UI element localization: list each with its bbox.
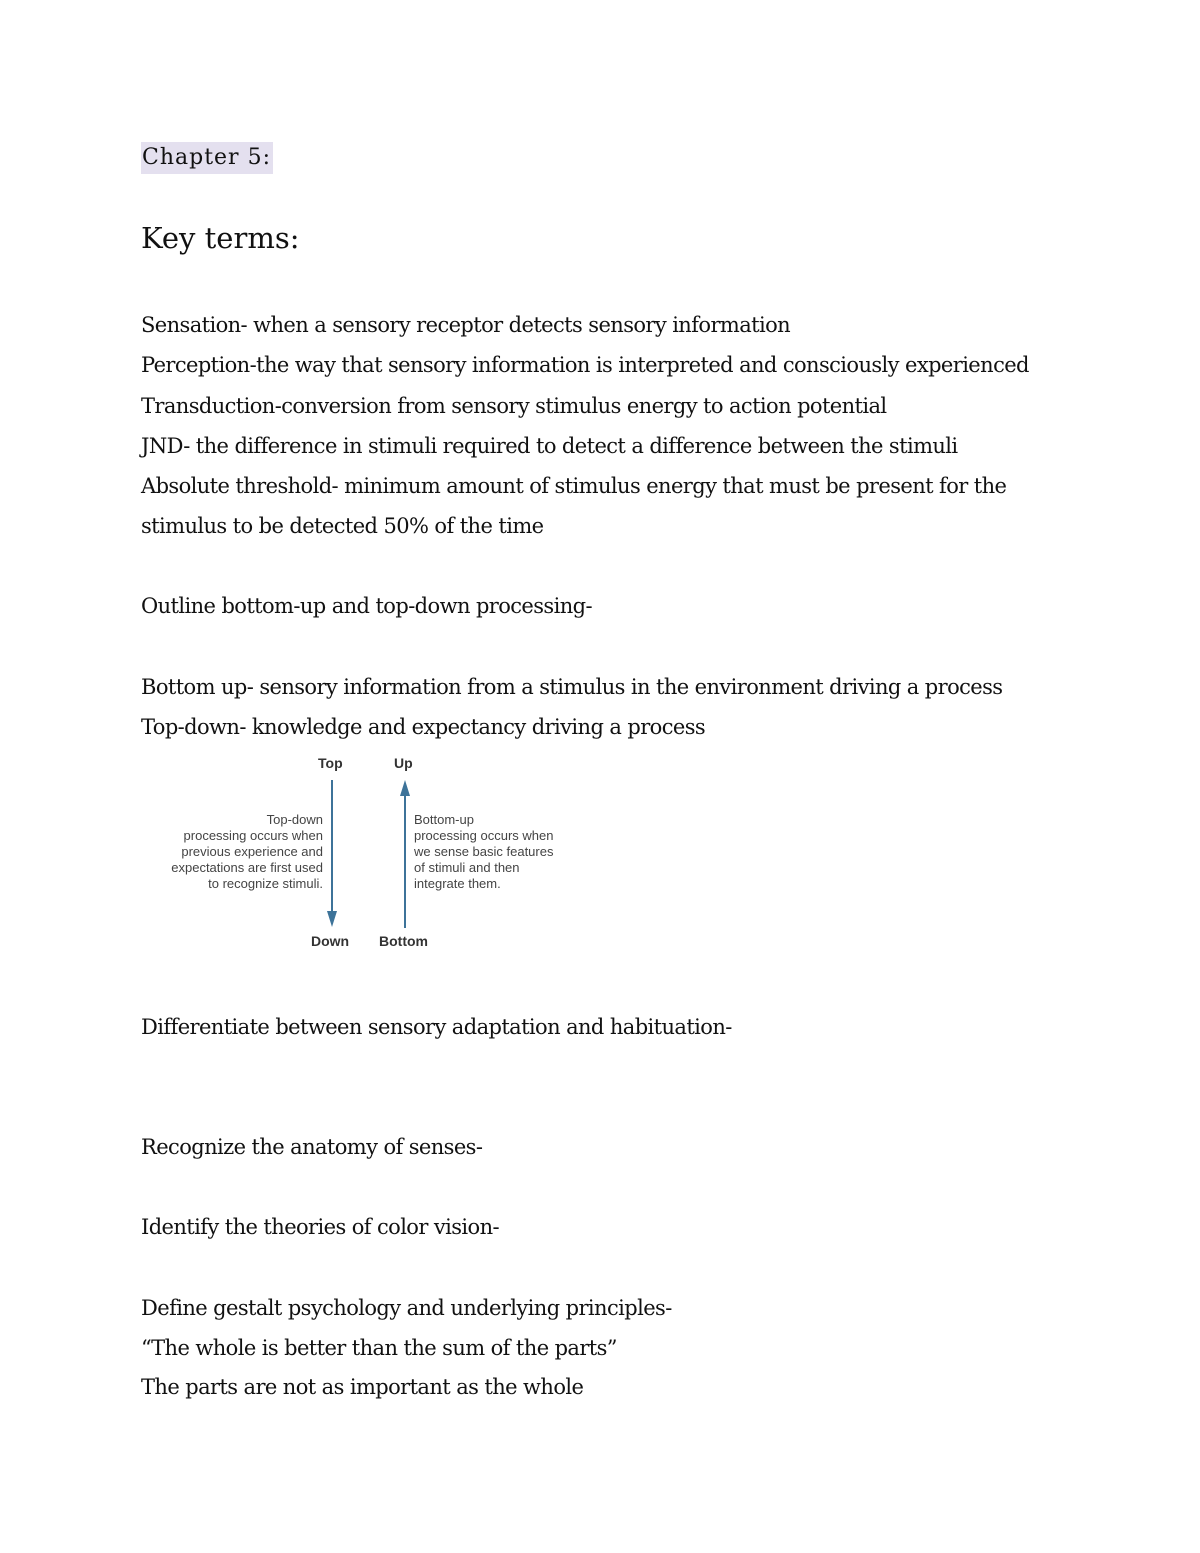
- top-down-text-line: expectations are first used: [171, 860, 323, 875]
- top-down-definition: Top-down- knowledge and expectancy driving a process: [141, 715, 706, 739]
- top-down-text-line: processing occurs when: [183, 828, 323, 843]
- top-down-text-line: Top-down: [266, 812, 323, 827]
- gestalt-quote: “The whole is better than the sum of the parts”: [141, 1336, 617, 1360]
- bottom-up-text-line: processing occurs when: [414, 828, 554, 843]
- label-top: Top: [318, 755, 343, 771]
- bottom-up-text-line: Bottom-up: [414, 812, 474, 827]
- label-bottom: Bottom: [379, 933, 428, 949]
- bottom-up-text-line: integrate them.: [414, 876, 501, 891]
- term-perception: Perception-the way that sensory information is interpreted and consciously experienced: [141, 353, 1029, 377]
- key-terms-heading: Key terms:: [141, 221, 300, 255]
- term-absolute-threshold: Absolute threshold- minimum amount of stimulus energy that must be present for the: [141, 474, 1007, 498]
- gestalt-heading: Define gestalt psychology and underlying principles-: [141, 1296, 672, 1320]
- bottom-up-text-line: of stimuli and then: [414, 860, 520, 875]
- down-arrow-icon: [327, 911, 337, 927]
- processing-diagram: [150, 750, 580, 955]
- term-sensation: Sensation- when a sensory receptor detects sensory information: [141, 313, 791, 337]
- term-jnd: JND- the difference in stimuli required to detect a difference between the stimuli: [141, 434, 958, 458]
- label-down: Down: [311, 933, 350, 949]
- color-vision-heading: Identify the theories of color vision-: [141, 1215, 499, 1239]
- anatomy-heading: Recognize the anatomy of senses-: [141, 1135, 483, 1159]
- bottom-up-definition: Bottom up- sensory information from a stimulus in the environment driving a process: [141, 675, 1003, 699]
- term-transduction: Transduction-conversion from sensory stimulus energy to action potential: [141, 394, 887, 418]
- adaptation-heading: Differentiate between sensory adaptation and habituation-: [141, 1015, 732, 1039]
- bottom-up-description: [414, 812, 553, 892]
- gestalt-note: The parts are not as important as the whole: [141, 1375, 584, 1399]
- top-down-text-line: to recognize stimuli.: [208, 876, 323, 891]
- term-absolute-threshold-continued: stimulus to be detected 50% of the time: [141, 514, 544, 538]
- processing-heading: Outline bottom-up and top-down processing-: [141, 594, 592, 618]
- up-arrow-icon: [400, 780, 410, 796]
- chapter-heading: Chapter 5:: [141, 142, 273, 174]
- label-up: Up: [394, 755, 413, 771]
- top-down-description: [150, 812, 323, 892]
- bottom-up-text-line: we sense basic features: [414, 844, 554, 859]
- top-down-text-line: previous experience and: [181, 844, 323, 859]
